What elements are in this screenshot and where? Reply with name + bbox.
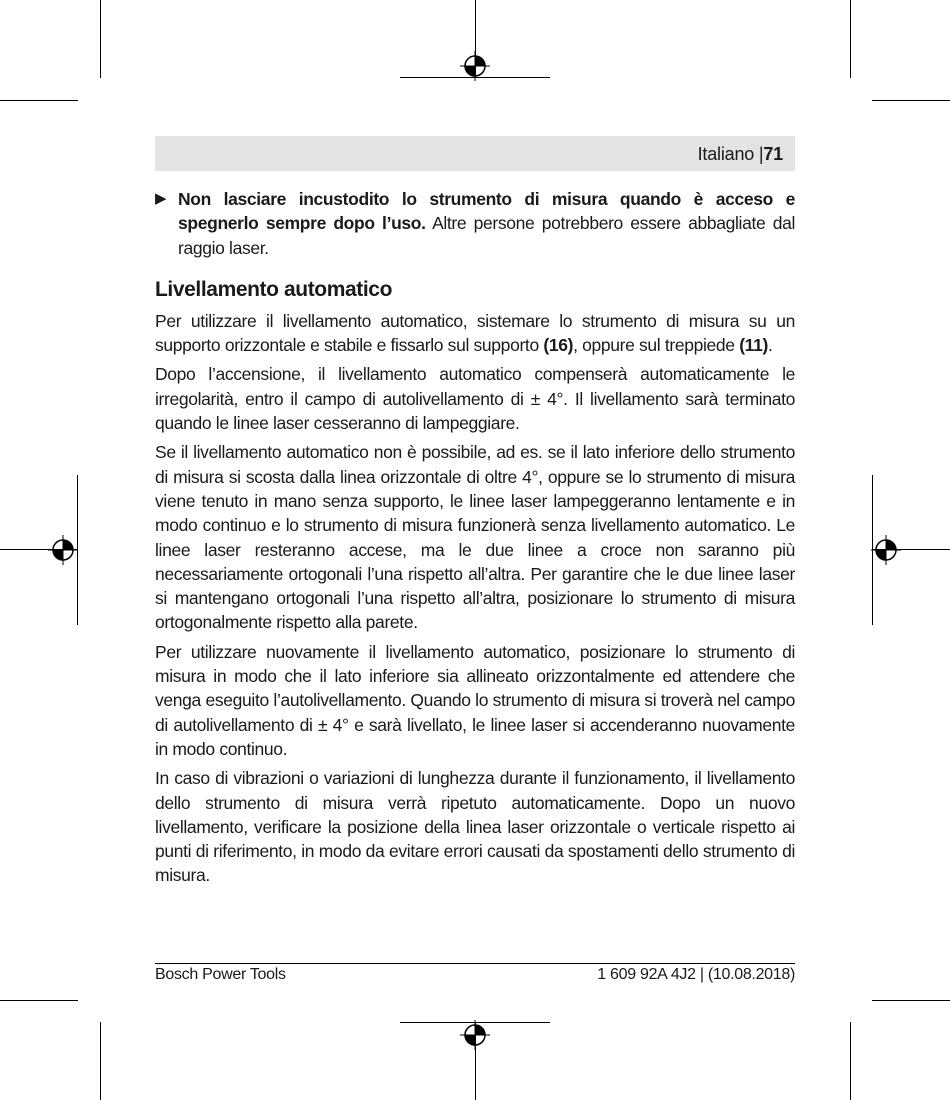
crop-mark <box>850 0 851 78</box>
header-separator: | <box>758 144 764 164</box>
crop-mark <box>100 0 101 78</box>
header-language: Italiano <box>697 144 755 164</box>
main-content <box>155 187 795 893</box>
crop-mark <box>872 100 950 101</box>
footer-doc-id: 1 609 92A 4J2 | (10.08.2018) <box>597 966 795 983</box>
header-text <box>698 144 783 165</box>
registration-mark-icon <box>871 535 901 565</box>
paragraph-text: Per utilizzare il livellamento automatico, sistemare lo strumento di misura su un supporto orizzontale e stabile e fissarlo sul supporto <box>155 310 795 356</box>
page-header <box>155 136 795 171</box>
crop-mark <box>872 1000 950 1001</box>
crop-mark <box>0 100 78 101</box>
paragraph <box>155 309 795 358</box>
registration-mark-icon <box>48 535 78 565</box>
footer-divider <box>155 963 795 964</box>
page-number: 71 <box>763 144 783 164</box>
crop-mark <box>0 1000 78 1001</box>
paragraph: Per utilizzare nuovamente il livellamento automatico, posizionare lo strumento di misura in modo che il lato inferiore sia allineato orizzontalmente ed attendere che venga eseguito l’autolivellamento. Quando lo strumento di misura si troverà nel campo di autolivellamento di ± 4° e sarà livellato, le linee laser si accenderanno nuovamente in modo continuo. <box>155 641 795 759</box>
warning-bullet-icon: ▶ <box>155 190 167 207</box>
footer-brand: Bosch Power Tools <box>155 966 286 983</box>
warning-text: Altre persone potrebbero essere abbagliate dal raggio laser. <box>178 213 795 258</box>
paragraph-text: . <box>767 335 773 356</box>
reference-16: (16) <box>543 335 574 356</box>
paragraph: In caso di vibrazioni o variazioni di lunghezza durante il funzionamento, il livellamento dello strumento di misura verrà ripetuto automaticamente. Dopo un nuovo livellamento, verificare la posizione della linea laser orizzontale o verticale rispetto ai punti di riferimento, in modo da evitare errori causati da spostamenti dello strumento di misura. <box>155 768 795 886</box>
paragraph: Dopo l’accensione, il livellamento automatico compenserà automaticamente le irregolarità, entro il campo di autolivellamento di ± 4°. Il livellamento sarà terminato quando le linee laser cesseranno di lampeggiare. <box>155 364 795 434</box>
safety-warning <box>155 187 795 260</box>
paragraph-text: , oppure sul treppiede <box>573 335 740 356</box>
section-heading: Livellamento automatico <box>155 277 393 301</box>
paragraph: Se il livellamento automatico non è possibile, ad es. se il lato inferiore dello strumento di misura si scosta dalla linea orizzontale di oltre 4°, oppure se lo strumento di misura viene tenuto in mano senza supporto, le linee laser lampeggeranno lentamente e in modo continuo e lo strumento di misura funzionerà senza livellamento automatico. Le linee laser resteranno accese, ma le due linee a croce non saranno più necessariamente ortogonali l’una rispetto all’altra. Per garantire che le due linee laser si mantengano ortogonali l’una rispetto all’altra, posizionare lo strumento di misura ortogonalmente rispetto alla parete. <box>155 442 795 633</box>
registration-mark-icon <box>460 1020 490 1050</box>
reference-11: (11) <box>739 335 768 356</box>
crop-mark <box>100 1022 101 1100</box>
warning-bold-text: Non lasciare incustodito lo strumento di misura quando è acceso e spegnerlo sempre dopo l’uso. <box>178 189 795 234</box>
registration-mark-icon <box>460 51 490 81</box>
crop-mark <box>850 1022 851 1100</box>
